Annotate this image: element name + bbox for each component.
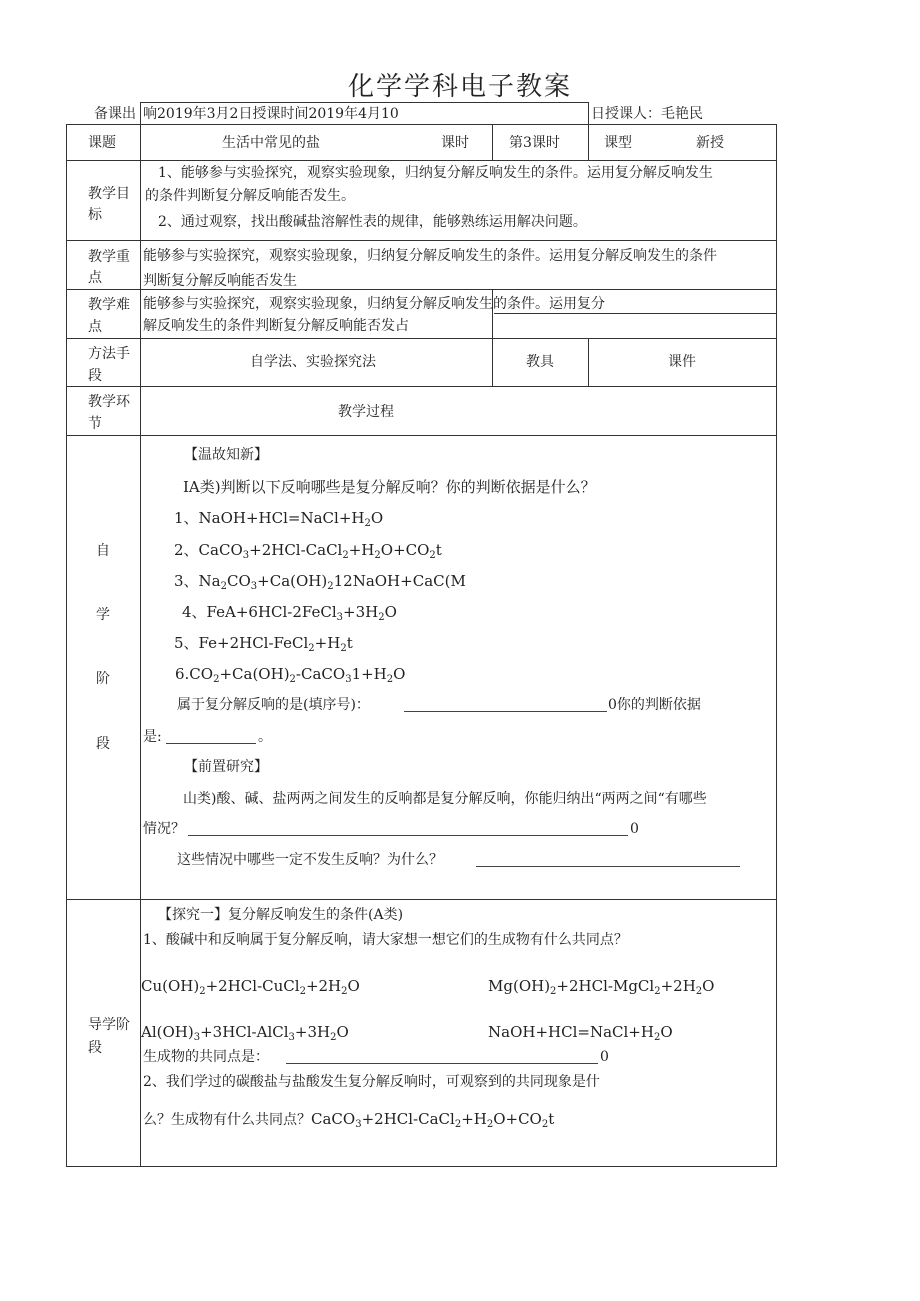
pre-study-q3: 这些情况中哪些一定不发生反响？为什么？ <box>177 852 443 868</box>
self-study-stage-1: 自 <box>96 543 110 559</box>
reaction-4: 4、$FeA+6HCl-2FeCl_3+3H_2O$ <box>182 603 397 623</box>
is-tail: 。 <box>258 729 272 745</box>
answer-blank-5[interactable] <box>286 1049 598 1064</box>
guided-stage-label-2: 段 <box>88 1040 102 1056</box>
pre-study-q1: 山类)酸、碱、盐两两之间发生的反响都是复分解反响，你能归纳出“两两之间“有哪些 <box>183 791 707 807</box>
goals-line-3: 2、通过观察，找出酸碱盐溶解性表的规律，能够熟练运用解决问题。 <box>158 214 587 230</box>
goals-label-2: 标 <box>88 207 102 223</box>
equation-al: $Al(OH)_3+3HCl-AlCl_3+3H_2O$ <box>141 1023 349 1043</box>
key-points-line-2: 判断复分解反响能否发生 <box>143 273 297 289</box>
review-question: IA类)判断以下反响哪些是复分解反响？你的判断依据是什么？ <box>183 478 596 496</box>
process-label: 教学环 <box>88 394 130 410</box>
prep-label: 备课出 <box>94 106 136 122</box>
self-study-stage-2: 学 <box>96 607 110 623</box>
explore-title: 【探究一】复分解反响发生的条件(A类) <box>158 907 404 923</box>
tools-value: 课件 <box>668 354 696 370</box>
reaction-1: 1、$NaOH+HCl=NaCl+H_2O$ <box>174 509 384 529</box>
belongs-question: 属于复分解反响的是(填序号)： <box>177 697 370 713</box>
equation-cu: $Cu(OH)_2+2HCl-CuCl_2+2H_2O$ <box>141 977 360 997</box>
explore-q2-line-2: 么？生成物有什么共同点？$CaCO_3+2HCl-CaCl_2+H_2O+CO_2t$ <box>143 1110 555 1130</box>
key-points-line-1: 能够参与实验探究，观察实验现象，归纳复分解反响发生的条件。运用复分解反响发生的条件 <box>143 248 717 264</box>
equation-naoh: $NaOH+HCl=NaCl+H_2O$ <box>488 1023 673 1043</box>
methods-label: 方法手 <box>88 346 130 362</box>
self-study-stage-4: 段 <box>96 736 110 752</box>
difficulties-label-2: 点 <box>88 319 102 335</box>
period-value: 第3课时 <box>509 135 560 151</box>
pre-study-q2: 情况？ <box>143 821 185 837</box>
topic-value: 生活中常见的盐 <box>222 135 320 151</box>
self-study-stage-3: 阶 <box>96 671 110 687</box>
topic-label: 课题 <box>88 135 116 151</box>
explore-q1: 1、酸碱中和反响属于复分解反响，请大家想一想它们的生成物有什么共同点？ <box>143 932 628 948</box>
is-label: 是: <box>143 729 162 745</box>
answer-blank-2[interactable] <box>166 729 256 744</box>
process-header-value: 教学过程 <box>338 404 394 420</box>
common-tail: 0 <box>600 1049 609 1065</box>
key-points-label: 教学重 <box>88 249 130 265</box>
goals-line-1: 1、能够参与实验探究，观察实验现象，归纳复分解反响发生的条件。运用复分解反响发生 <box>158 165 713 181</box>
equation-mg: $Mg(OH)_2+2HCl-MgCl_2+2H_2O$ <box>488 977 715 997</box>
tools-label: 教具 <box>526 354 554 370</box>
explore-q2-line-1: 2、我们学过的碳酸盐与盐酸发生复分解反响时，可观察到的共同现象是什 <box>143 1074 600 1090</box>
answer-blank-1[interactable] <box>404 697 607 712</box>
goals-label: 教学目 <box>88 186 130 202</box>
goals-line-2: 的条件判断复分解反响能否发生。 <box>145 188 355 204</box>
reaction-2: 2、$CaCO_3+2HCl-CaCl_2+H_2O+CO_2t$ <box>174 541 442 561</box>
type-value: 新授 <box>696 135 724 151</box>
pre-study-title: 【前置研究】 <box>184 759 268 775</box>
guided-stage-label: 导学阶 <box>88 1017 130 1033</box>
teacher-info: 日授课人：毛艳民 <box>591 106 703 122</box>
belongs-tail: 0你的判断依据 <box>608 697 701 713</box>
methods-value: 自学法、实验探究法 <box>250 354 376 370</box>
process-label-2: 节 <box>88 416 102 432</box>
answer-blank-4[interactable] <box>476 852 740 867</box>
reaction-5: 5、$Fe+2HCl-FeCl_2+H_2t$ <box>174 634 353 654</box>
key-points-label-2: 点 <box>88 270 102 286</box>
difficulties-line-2: 解反响发生的条件判断复分解反响能否发占 <box>143 318 409 334</box>
pre-study-q2-tail: 0 <box>630 821 639 837</box>
reaction-3: 3、$Na_2CO_3+Ca(OH)_212NaOH+CaC(M$ <box>174 572 466 592</box>
review-title: 【温故知新】 <box>184 447 268 463</box>
difficulties-label: 教学难 <box>88 297 130 313</box>
date-info: 响2019年3月2日授课时间2019年4月10 <box>143 106 399 122</box>
page-title: 化学学科电子教案 <box>347 72 572 102</box>
reaction-6: $6.CO_2+Ca(OH)_2-CaCO_31+H_2O$ <box>175 665 406 685</box>
period-label: 课时 <box>441 135 469 151</box>
methods-label-2: 段 <box>88 368 102 384</box>
difficulties-line-1: 能够参与实验探究，观察实验现象，归纳复分解反响发生的条件。运用复分 <box>143 296 605 312</box>
answer-blank-3[interactable] <box>188 821 628 836</box>
common-label: 生成物的共同点是： <box>143 1049 269 1065</box>
type-label: 课型 <box>604 135 632 151</box>
